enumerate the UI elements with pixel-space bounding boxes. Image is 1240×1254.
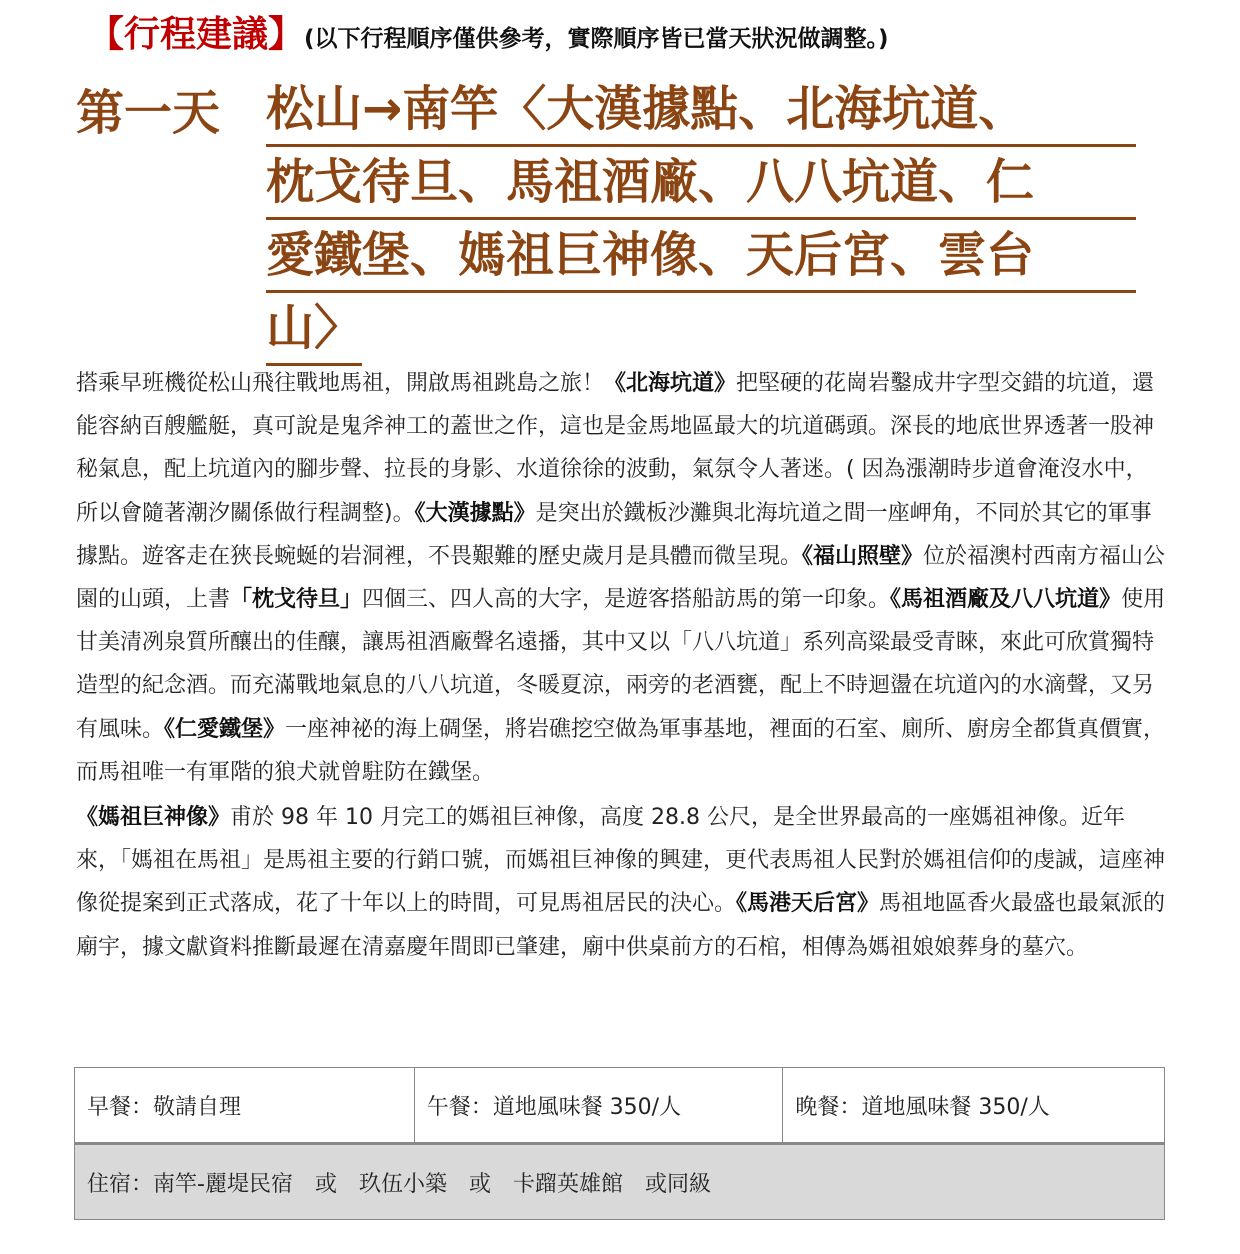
attraction-name: 《大漢據點》 xyxy=(414,500,536,526)
header-note: (以下行程順序僅供參考，實際順序皆已當天狀況做調整。) xyxy=(304,26,889,52)
text: 四個三、四人高的大字，是遊客搭船訪馬的第一印象。 xyxy=(362,587,891,613)
attraction-name: 《媽祖巨神像》 xyxy=(76,805,231,831)
paragraph-attractions-1 xyxy=(76,362,1166,794)
route-line: 松山→南竿〈大漢據點、北海坑道、 xyxy=(266,74,1136,147)
attraction-name: 《仁愛鐵堡》 xyxy=(164,716,286,742)
meals-row xyxy=(75,1068,1165,1144)
text: 把堅硬的花崗岩鑿成井字型交錯的坑道，還能容納百艘艦艇，真可說是鬼斧神工的蓋世之作，這也是金馬地區最大的坑道碼頭。深長的地底世界透著一股神秘氣息，配上坑道內的腳步聲、拉長的身影、水道徐徐的波動，氣氛令人著迷。( 因為漲潮時步道會淹沒水中，所以會隨著潮汐關係做行程調整)。 xyxy=(76,371,1155,526)
day-label: 第一天 xyxy=(76,85,221,141)
route-line: 枕戈待旦、馬祖酒廠、八八坑道、仁 xyxy=(266,147,1136,220)
lodging-cell: 住宿：南竿-麗堤民宿 或 玖伍小築 或 卡蹓英雄館 或同級 xyxy=(75,1144,1165,1220)
text: 甫於 98 年 10 月完工的媽祖巨神像，高度 28.8 公尺，是全世界最高的一座媽祖神像。近年來，「媽祖在馬祖」是馬祖主要的行銷口號，而媽祖巨神像的興建，更代表馬祖人民對於媽祖信仰的虔誠，這座神像從提案到正式落成，花了十年以上的時間，可見馬祖居民的決心。 xyxy=(76,805,1166,917)
breakfast-cell: 早餐：敬請自理 xyxy=(75,1068,415,1144)
meals-table xyxy=(74,1067,1165,1220)
text: 一座神祕的海上碉堡，將岩礁挖空做為軍事基地，裡面的石室、廁所、廚房全都貨真價實，而馬祖唯一有軍階的狼犬就曾駐防在鐵堡。 xyxy=(76,716,1166,785)
paragraph-attractions-2 xyxy=(76,796,1166,969)
lunch-cell: 午餐：道地風味餐 350/人 xyxy=(414,1068,783,1144)
text: 是突出於鐵板沙灘與北海坑道之間一座岬角，不同於其它的軍事據點。遊客走在狹長蜿蜒的岩洞裡，不畏艱難的歷史歲月是具體而微呈現。 xyxy=(76,500,1152,569)
dinner-cell: 晚餐：道地風味餐 350/人 xyxy=(783,1068,1165,1144)
route-line: 山〉 xyxy=(266,293,362,366)
itinerary-header xyxy=(88,6,889,57)
attraction-name: 《馬祖酒廠及八八坑道》 xyxy=(890,587,1122,613)
text: 使用甘美清冽泉質所釀出的佳釀，讓馬祖酒廠聲名遠播，其中又以「八八坑道」系列高粱最受青睞，來此可欣賞獨特造型的紀念酒。而充滿戰地氣息的八八坑道，冬暖夏涼，兩旁的老酒甕，配上不時迴盪在坑道內的水滴聲，又另有風味。 xyxy=(76,587,1166,742)
route-title xyxy=(266,74,1136,366)
attraction-name: 《馬港天后宮》 xyxy=(736,891,880,917)
route-line: 愛鐵堡、媽祖巨神像、天后宮、雲台 xyxy=(266,220,1136,293)
itinerary-description xyxy=(76,362,1166,969)
text: 馬祖地區香火最盛也最氣派的廟宇，據文獻資料推斷最遲在清嘉慶年間即已肇建，廟中供桌前方的石棺，相傳為媽祖娘娘葬身的墓穴。 xyxy=(76,891,1166,960)
attraction-name: 《北海坑道》 xyxy=(604,371,737,396)
attraction-name: 《福山照壁》 xyxy=(802,543,924,569)
text: 搭乘早班機從松山飛往戰地馬祖，開啟馬祖跳島之旅！ xyxy=(76,371,605,396)
text: 位於福澳村西南方福山公園的山頭，上書 xyxy=(76,543,1166,613)
lodging-row xyxy=(75,1144,1165,1220)
inscription-text: 「枕戈待旦」 xyxy=(230,587,363,613)
header-title: 【行程建議】 xyxy=(88,14,305,55)
